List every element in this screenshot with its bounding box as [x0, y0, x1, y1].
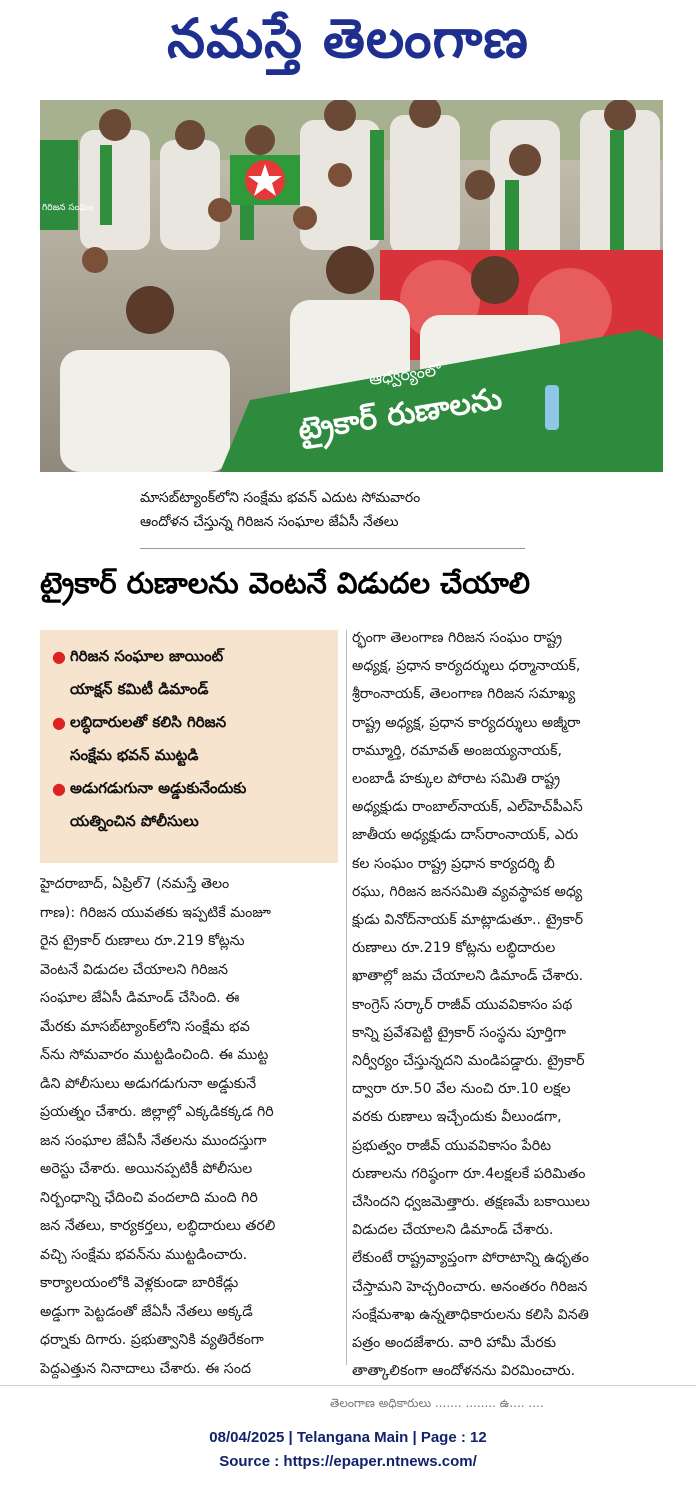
- banner-text-1: ఆధ్వర్యంలో: [367, 360, 443, 389]
- masthead: [0, 0, 696, 80]
- article-line: రామ్మూర్తి, రమావత్ అంజయ్యనాయక్,: [352, 742, 562, 759]
- article-line: సంక్షేమశాఖ ఉన్నతాధికారులను కలిసి వినతి: [352, 1306, 589, 1323]
- article-line: కాన్ని ప్రవేశపెట్టి ట్రైకార్ సంస్థను పూర్తిగా: [352, 1024, 566, 1041]
- article-line: అధ్యక్షుడు రాంబాల్‌నాయక్, ఎల్‌హెచ్‌పీఎస్: [352, 799, 583, 816]
- article-line: కార్యాలయంలోకి వెళ్లకుండా బారికేడ్లు: [40, 1275, 239, 1291]
- photo-caption: [140, 486, 580, 534]
- caption-divider: [140, 548, 525, 549]
- footer-divider: [0, 1385, 696, 1386]
- article-line: న్‌ను సోమవారం ముట్టడించింది. ఈ ముట్ట: [40, 1047, 269, 1063]
- bullet-icon: ●: [52, 779, 66, 798]
- article-line: జన నేతలు, కార్యకర్తలు, లబ్ధిదారులు తరలి: [40, 1218, 276, 1234]
- highlights-box: [40, 630, 338, 863]
- article-line: జాతీయ అధ్యక్షుడు దాస్‌రాంనాయక్, ఎరు: [352, 827, 579, 844]
- next-article-fragment: తెలంగాణ అధికారులు ....... ........ ఉ.... ....: [330, 1396, 544, 1410]
- footer-date-line: 08/04/2025 | Telangana Main | Page : 12: [209, 1429, 487, 1446]
- article-line: జన సంఘాల జేఏసీ నేతలను ముందస్తుగా: [40, 1132, 267, 1149]
- article-line: అరెస్టు చేశారు. అయినప్పటికీ పోలీసుల: [40, 1161, 253, 1177]
- article-line: మేరకు మాసబ్‌ట్యాంక్‌లోని సంక్షేమ భవ: [40, 1018, 250, 1035]
- article-line: రుణాలు రూ.219 కోట్లను లబ్ధిదారుల: [352, 940, 556, 957]
- article-line: హైదరాబాద్, ఏప్రిల్7 (నమస్తే తెలం: [40, 876, 230, 892]
- protest-photo: [40, 100, 663, 472]
- article-line: గాణ): గిరిజన యువతకు ఇప్పటికే మంజూ: [40, 904, 271, 921]
- sign-text: గిరిజన సంఘం: [42, 203, 94, 213]
- article-line: ద్వారా రూ.50 వేల నుంచి రూ.10 లక్షల: [352, 1081, 571, 1098]
- article-line: వరకు రుణాలు ఇచ్చేందుకు వీలుండగా,: [352, 1109, 562, 1126]
- article-line: చేసిందని ధ్వజమెత్తారు. తక్షణమే బకాయిలు: [352, 1194, 590, 1211]
- article-line: ధర్నాకు దిగారు. ప్రభుత్వానికి వ్యతిరేకంగా: [40, 1332, 264, 1348]
- article-line: పత్రం అందజేశారు. వారి హామీ మేరకు: [352, 1335, 557, 1352]
- article-line: శ్రీరాంనాయక్, తెలంగాణ గిరిజన సమాఖ్య: [352, 686, 576, 703]
- article-line: పెద్దఎత్తున నినాదాలు చేశారు. ఈ సంద: [40, 1360, 251, 1377]
- article-line: వెంటనే విడుదల చేయాలని గిరిజన: [40, 961, 228, 978]
- article-line: విడుదల చేయాలని డిమాండ్ చేశారు.: [352, 1222, 554, 1239]
- article-line: కల సంఘం రాష్ట్ర ప్రధాన కార్యదర్శి బీ: [352, 855, 555, 872]
- newspaper-title: నమస్తే తెలంగాణ: [167, 6, 529, 70]
- page-footer: [0, 1426, 696, 1474]
- article-line: తాత్కాలికంగా ఆందోళనను విరమించారు.: [352, 1363, 576, 1380]
- article-line: కాంగ్రెస్ సర్కార్ రాజీవ్ యువవికాసం పథ: [352, 996, 573, 1013]
- article-line: వచ్చి సంక్షేమ భవన్‌ను ముట్టడించారు.: [40, 1246, 248, 1263]
- headline: ట్రైకార్ రుణాలను వెంటనే విడుదల చేయాలి: [40, 566, 531, 600]
- article-line: రుణాలను గరిష్ఠంగా రూ.4లక్షలకే పరిమితం: [352, 1165, 586, 1182]
- article-line: రైన ట్రైకార్ రుణాలు రూ.219 కోట్లను: [40, 933, 245, 949]
- caption-line-1: మాసబ్‌ట్యాంక్‌లోని సంక్షేమ భవన్ ఎదుట సోమవారం: [140, 490, 421, 506]
- article-line: ర్భంగా తెలంగాణ గిరిజన సంఘం రాష్ట్ర: [352, 630, 563, 646]
- article-line: నిర్బంధాన్ని ఛేదించి వందలాది మంది గిరి: [40, 1189, 258, 1206]
- caption-line-2: ఆందోళన చేస్తున్న గిరిజన సంఘాల జేఏసీ నేతలు: [140, 514, 399, 530]
- article-line: రాష్ట్ర అధ్యక్ష, ప్రధాన కార్యదర్శులు అజ్మీరా: [352, 714, 581, 731]
- highlight-item: ● అడుగడుగునా అడ్డుకునేందుకు యత్నించిన పోలీసులు: [40, 772, 338, 838]
- article-body-right: [352, 624, 666, 1385]
- article-line: చేస్తామని హెచ్చరించారు. అనంతరం గిరిజన: [352, 1278, 588, 1295]
- highlight-item: ● గిరిజన సంఘాల జాయింట్ యాక్షన్ కమిటీ డిమాండ్: [40, 640, 338, 706]
- article-line: డిని పోలీసులు అడుగడుగునా అడ్డుకునే: [40, 1075, 257, 1092]
- article-line: నిర్వీర్యం చేస్తున్నదని మండిపడ్డారు. ట్రైకార్: [352, 1053, 585, 1070]
- footer-source-link[interactable]: Source : https://epaper.ntnews.com/: [219, 1453, 477, 1470]
- bullet-icon: ●: [52, 647, 66, 666]
- article-line: రఘు, గిరిజన జనసమితి వ్యవస్థాపక అధ్య: [352, 883, 583, 900]
- banner-text-2: ట్రైకార్ రుణాలను: [295, 381, 505, 448]
- article-line: సంఘాల జేఏసీ డిమాండ్ చేసింది. ఈ: [40, 990, 240, 1006]
- article-line: ప్రయత్నం చేశారు. జిల్లాల్లో ఎక్కడికక్కడ గిరి: [40, 1104, 274, 1120]
- article-line: ఖాతాల్లో జమ చేయాలని డిమాండ్ చేశారు.: [352, 968, 584, 985]
- article-line: లంబాడీ హక్కుల పోరాట సమితి రాష్ట్ర: [352, 771, 561, 788]
- article-line: లేకుంటే రాష్ట్రవ్యాప్తంగా పోరాటాన్ని ఉధృతం: [352, 1250, 589, 1267]
- article-line: అడ్డుగా పెట్టడంతో జేఏసీ నేతలు అక్కడే: [40, 1303, 253, 1320]
- article-line: క్షుడు వినోద్‌నాయక్ మాట్లాడుతూ.. ట్రైకార్: [352, 912, 584, 929]
- article-line: అధ్యక్ష, ప్రధాన కార్యదర్శులు ధర్మానాయక్,: [352, 658, 581, 675]
- article-body-left: [40, 870, 340, 1383]
- bullet-icon: ●: [52, 713, 66, 732]
- column-divider: [346, 630, 347, 1365]
- article-line: ప్రభుత్వం రాజీవ్ యువవికాసం పేరిట: [352, 1137, 552, 1154]
- highlight-item: ● లబ్ధిదారులతో కలిసి గిరిజన సంక్షేమ భవన్ ముట్టడి: [40, 706, 338, 772]
